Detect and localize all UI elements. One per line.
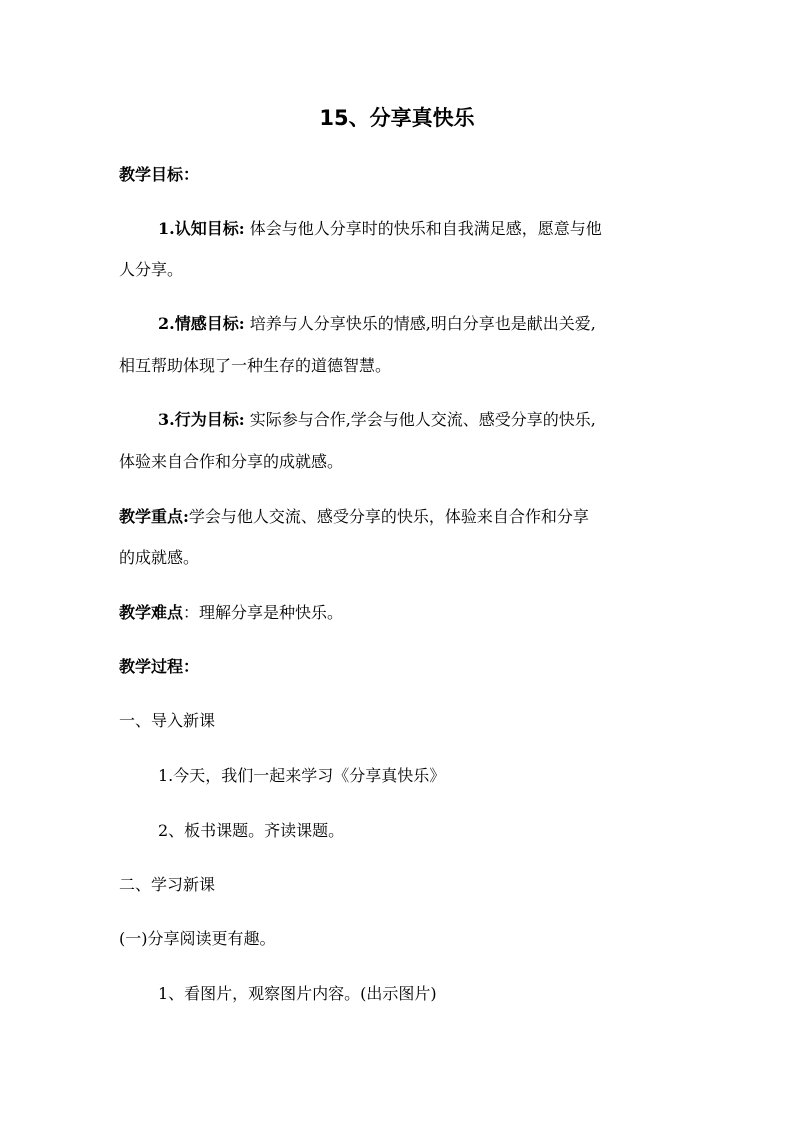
goal-2-line-2: 相互帮助体现了一种生存的道德智慧。 — [119, 356, 392, 375]
goal-1-line-2: 人分享。 — [119, 260, 184, 279]
key-point-text: 学会与他人交流、感受分享的快乐，体验来自合作和分享 — [188, 507, 589, 526]
goal-2-text: 培养与人分享快乐的情感,明白分享也是献出关爱, — [244, 314, 596, 333]
section-1-item-1: 1.今天，我们一起来学习《分享真快乐》 — [158, 766, 446, 785]
section-1-item-2: 2、板书课题。齐读课题。 — [158, 821, 345, 840]
page-title: 15、分享真快乐 — [319, 106, 475, 130]
goal-3-label: 3.行为目标: — [158, 410, 245, 429]
goal-3-line-2: 体验来自合作和分享的成就感。 — [119, 452, 344, 471]
difficulty-label: 教学难点 — [119, 603, 184, 622]
goal-2-label: 2.情感目标: — [158, 314, 245, 333]
goals-heading: 教学目标： — [119, 165, 200, 184]
goal-1-text: 体会与他人分享时的快乐和自我满足感，愿意与他 — [244, 219, 602, 238]
goal-2-line-1 — [158, 313, 718, 335]
goal-1-line-1 — [158, 218, 718, 240]
difficulty-line — [119, 602, 679, 624]
section-2-item-1: 1、看图片，观察图片内容。(出示图片) — [158, 984, 437, 1003]
goal-3-text: 实际参与合作,学会与他人交流、感受分享的快乐, — [244, 410, 596, 429]
process-heading: 教学过程： — [119, 657, 200, 676]
goal-1-label: 1.认知目标: — [158, 219, 245, 238]
key-point-label: 教学重点: — [119, 507, 189, 526]
section-1-heading: 一、导入新课 — [119, 711, 216, 730]
goal-3-line-1 — [158, 409, 718, 431]
section-2-sub-heading: (一)分享阅读更有趣。 — [119, 929, 276, 948]
key-point-line-2: 的成就感。 — [119, 548, 200, 567]
difficulty-text: ：理解分享是种快乐。 — [183, 603, 344, 622]
section-2-heading: 二、学习新课 — [119, 875, 216, 894]
key-point-line-1 — [119, 506, 679, 528]
